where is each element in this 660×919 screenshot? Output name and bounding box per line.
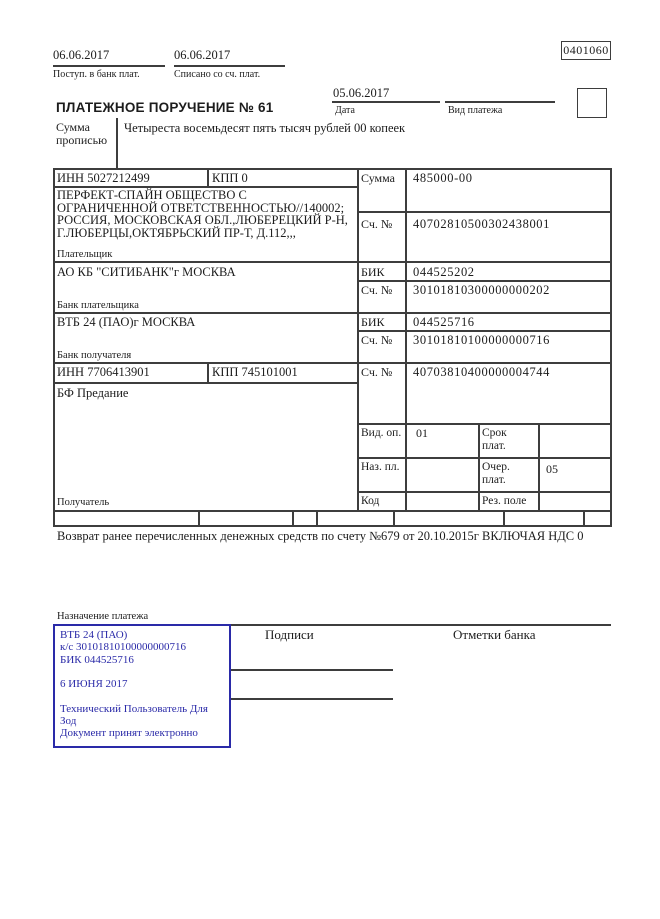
srok-plat-label: Срок плат. (482, 427, 507, 452)
ocher-plat-label: Очер. плат. (482, 461, 510, 486)
payer-bank-name: АО КБ "СИТИБАНК"г МОСКВА (57, 265, 236, 279)
amount-words-value: Четыреста восемьдесят пять тысяч рублей 00 копеек (124, 121, 406, 135)
naz-pl-label: Наз. пл. (361, 461, 400, 473)
payment-purpose-label: Назначение платежа (57, 611, 149, 622)
payment-type-underline (445, 101, 555, 103)
payer-name (57, 189, 355, 240)
payer-name-line: ОГРАНИЧЕННОЙ ОТВЕТСТВЕННОСТЬЮ//140002; (57, 200, 345, 215)
date-debited-underline (174, 65, 285, 67)
sum-label: Сумма (361, 171, 395, 185)
bank-marks-label: Отметки банка (453, 627, 536, 642)
table-line (53, 362, 611, 364)
table-line (53, 312, 611, 314)
payee-inn: ИНН 7706413901 (57, 365, 150, 379)
amount-words-label: Сумма прописью (56, 120, 108, 148)
payee-bank-bik: 044525716 (413, 315, 475, 329)
table-line (207, 168, 209, 187)
table-line (357, 423, 611, 425)
payer-account-value: 40702810500302438001 (413, 217, 550, 231)
payer-name-line: РОССИЯ, МОСКОВСКАЯ ОБЛ.,ЛЮБЕРЕЦКИЙ Р-Н, (57, 213, 348, 228)
amount-words-divider (116, 118, 118, 168)
rez-pole-label: Рез. поле (482, 495, 527, 507)
tax-row-divider (583, 510, 585, 525)
vid-op-label: Вид. оп. (361, 427, 402, 439)
table-line (53, 261, 611, 263)
stamp-corr-account: к/с 30101810100000000716 (60, 641, 187, 654)
payer-name-line: ПЕРФЕКТ-СПАЙН ОБЩЕСТВО С (57, 188, 247, 202)
table-line (610, 168, 612, 526)
document-date-label: Дата (335, 105, 355, 116)
stamp-date: 6 ИЮНЯ 2017 (60, 678, 128, 691)
date-received-underline (53, 65, 165, 67)
table-line (53, 168, 611, 170)
document-title: ПЛАТЕЖНОЕ ПОРУЧЕНИЕ № 61 (56, 100, 274, 115)
table-line (538, 423, 540, 511)
payer-inn: ИНН 5027212499 (57, 171, 150, 185)
table-line (53, 525, 612, 527)
payer-bank-bik: 044525202 (413, 265, 475, 279)
payee-kpp: КПП 745101001 (212, 365, 298, 379)
table-line (357, 280, 611, 282)
stamp-blank (60, 690, 229, 702)
stamp-bik: БИК 044525716 (60, 653, 134, 666)
kod-label: Код (361, 495, 380, 507)
table-line (357, 457, 611, 459)
bank-stamp (53, 624, 231, 748)
payer-account-label: Сч. № (361, 217, 393, 231)
payee-account: 40703810400000004744 (413, 365, 550, 379)
tax-row-divider (316, 510, 318, 525)
table-line (357, 330, 611, 332)
stamp-operator-line2: Зод (60, 715, 77, 728)
stamp-operator-line1: Технический Пользователь Для (60, 702, 208, 715)
date-received-bank: 06.06.2017 (53, 48, 110, 62)
stamp-bank-name: ВТБ 24 (ПАО) (60, 629, 128, 641)
sum-value: 485000-00 (413, 171, 473, 185)
signature-line-1 (231, 669, 393, 671)
payee-bank-bik-label: БИК (361, 315, 385, 329)
table-line (53, 168, 55, 526)
payer-bank-account-label: Сч. № (361, 283, 393, 297)
table-line (207, 362, 209, 383)
tax-row-divider (198, 510, 200, 525)
date-debited-account: 06.06.2017 (174, 48, 231, 62)
payee-label: Получатель (57, 497, 110, 508)
payer-bank-label: Банк плательщика (57, 300, 139, 311)
payee-account-label: Сч. № (361, 365, 393, 379)
table-line (53, 382, 357, 384)
payee-bank-account-label: Сч. № (361, 333, 393, 347)
vid-op-value: 01 (416, 426, 428, 440)
table-line (53, 510, 612, 512)
tax-row-divider (292, 510, 294, 525)
payer-name-line: Г.ЛЮБЕРЦЫ,ОКТЯБРЬСКИЙ ПР-Т, Д.112,,, (57, 226, 296, 241)
signature-line-2 (231, 698, 393, 700)
payee-bank-account: 30101810100000000716 (413, 333, 550, 347)
payer-bank-bik-label: БИК (361, 265, 385, 279)
table-line (357, 168, 359, 511)
payee-bank-label: Банк получателя (57, 350, 132, 361)
stamp-accepted-note: Документ принят электронно (60, 727, 198, 740)
table-line (478, 423, 480, 511)
payer-bank-account: 30101810300000000202 (413, 283, 550, 297)
table-line (357, 491, 611, 493)
document-date-underline (332, 101, 440, 103)
stamp-blank (60, 666, 229, 678)
form-code-box: 0401060 (561, 41, 611, 60)
payment-type-checkbox (577, 88, 607, 118)
payee-bank-name: ВТБ 24 (ПАО)г МОСКВА (57, 315, 196, 329)
payer-label: Плательщик (57, 249, 113, 260)
tax-row-divider (503, 510, 505, 525)
date-received-label: Поступ. в банк плат. (53, 69, 140, 80)
payer-kpp: КПП 0 (212, 171, 248, 185)
tax-row-divider (393, 510, 395, 525)
payment-purpose-text: Возврат ранее перечисленных денежных средств по счету №679 от 20.10.2015г ВКЛЮЧАЯ НДС 0 (57, 529, 584, 543)
payment-type-label: Вид платежа (448, 105, 503, 116)
ocher-plat-value: 05 (546, 462, 558, 476)
payee-name: БФ Предание (57, 386, 129, 400)
signatures-label: Подписи (265, 627, 314, 642)
document-date: 05.06.2017 (333, 86, 390, 100)
date-debited-label: Списано со сч. плат. (174, 69, 261, 80)
table-line (405, 168, 407, 511)
table-line (357, 211, 611, 213)
